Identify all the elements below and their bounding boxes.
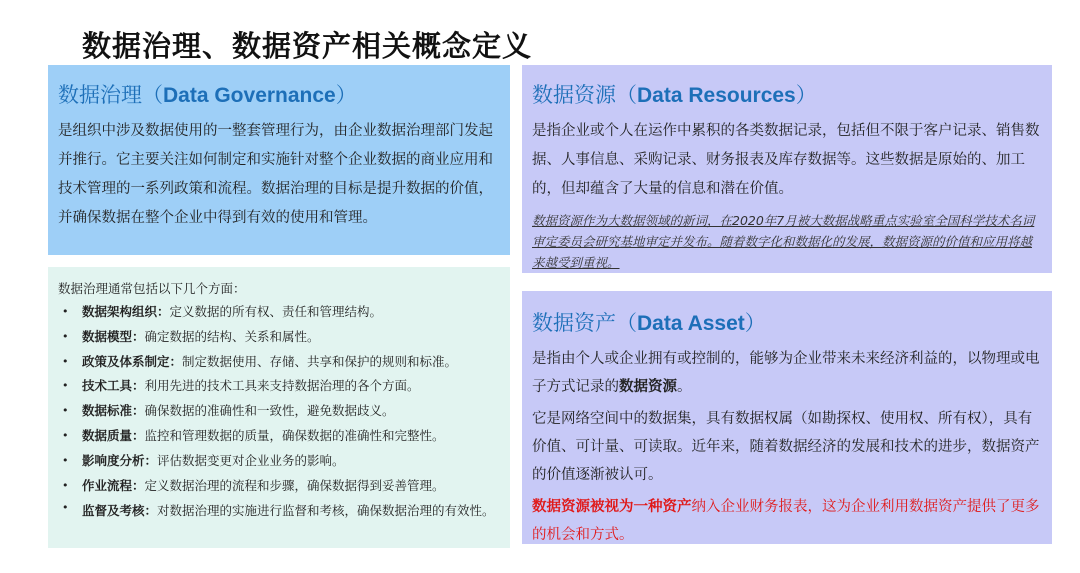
resources-heading-close: ） bbox=[795, 83, 817, 107]
aspects-card bbox=[48, 267, 510, 548]
aspect-term: 数据质量： bbox=[82, 427, 145, 443]
asset-heading bbox=[532, 307, 1042, 337]
asset-card bbox=[522, 291, 1052, 544]
aspects-list bbox=[58, 300, 500, 520]
asset-heading-en: Data Asset bbox=[637, 312, 745, 335]
asset-highlight bbox=[532, 493, 1042, 549]
governance-heading bbox=[58, 79, 500, 109]
aspect-term: 技术工具： bbox=[82, 378, 145, 394]
governance-heading-cn: 数据治理（ bbox=[58, 83, 163, 107]
governance-card bbox=[48, 65, 510, 255]
bullet-icon: • bbox=[62, 501, 69, 515]
aspect-term: 影响度分析： bbox=[82, 452, 158, 468]
asset-definition-end: 。 bbox=[677, 379, 692, 395]
bullet-icon: • bbox=[62, 453, 69, 467]
bullet-icon: • bbox=[62, 329, 69, 343]
asset-highlight-strong: 数据资源被视为一种资产 bbox=[532, 499, 692, 515]
list-item bbox=[58, 474, 500, 499]
aspects-intro: 数据治理通常包括以下几个方面： bbox=[58, 281, 246, 296]
bullet-icon: • bbox=[62, 379, 69, 393]
aspect-desc: 制定数据使用、存储、共享和保护的规则和标准。 bbox=[182, 353, 458, 369]
bullet-icon: • bbox=[62, 478, 69, 492]
aspect-desc: 监控和管理数据的质量，确保数据的准确性和完整性。 bbox=[144, 427, 445, 443]
aspect-term: 数据标准： bbox=[82, 403, 145, 419]
aspect-desc: 评估数据变更对企业业务的影响。 bbox=[157, 452, 345, 468]
governance-heading-close: ） bbox=[335, 83, 357, 107]
bullet-icon: • bbox=[62, 354, 69, 368]
list-item bbox=[58, 399, 500, 424]
asset-description: 它是网络空间中的数据集，具有数据权属（如勘探权、使用权、所有权），具有价值、可计量、可读取。近年来，随着数据经济的发展和技术的进步，数据资产的价值逐渐被认可。 bbox=[532, 411, 1040, 483]
list-item bbox=[58, 325, 500, 350]
list-item bbox=[58, 424, 500, 449]
resources-card bbox=[522, 65, 1052, 273]
resources-heading-en: Data Resources bbox=[637, 84, 796, 107]
bullet-icon: • bbox=[62, 305, 69, 318]
resources-heading bbox=[532, 79, 1042, 109]
list-item bbox=[58, 374, 500, 399]
aspect-term: 数据架构组织： bbox=[82, 304, 170, 319]
aspect-desc: 定义数据治理的流程和步骤，确保数据得到妥善管理。 bbox=[144, 477, 445, 493]
list-item bbox=[58, 300, 500, 325]
aspect-desc: 确保数据的准确性和一致性，避免数据歧义。 bbox=[144, 403, 395, 419]
asset-definition bbox=[532, 345, 1042, 401]
resources-heading-cn: 数据资源（ bbox=[532, 83, 637, 107]
bullet-icon: • bbox=[62, 428, 69, 442]
aspect-desc: 对数据治理的实施进行监督和考核，确保数据治理的有效性。 bbox=[157, 503, 495, 519]
aspect-term: 数据模型： bbox=[82, 328, 145, 344]
bullet-icon: • bbox=[62, 404, 69, 418]
governance-body: 是组织中涉及数据使用的一整套管理行为，由企业数据治理部门发起并推行。它主要关注如何制定和实施针对整个企业数据的商业应用和技术管理的一系列政策和流程。数据治理的目标是提升数据的价值，并确保数据在整个企业中得到有效的使用和管理。 bbox=[58, 123, 493, 226]
governance-heading-en: Data Governance bbox=[163, 84, 336, 107]
asset-definition-strong: 数据资源 bbox=[619, 379, 677, 395]
aspect-desc: 确定数据的结构、关系和属性。 bbox=[144, 328, 320, 344]
aspect-term: 监督及考核： bbox=[82, 503, 158, 519]
aspect-desc: 利用先进的技术工具来支持数据治理的各个方面。 bbox=[144, 378, 420, 394]
asset-definition-text: 是指由个人或企业拥有或控制的，能够为企业带来未来经济利益的，以物理或电子方式记录的 bbox=[532, 351, 1040, 395]
aspect-desc: 定义数据的所有权、责任和管理结构。 bbox=[169, 304, 383, 319]
aspect-term: 作业流程： bbox=[82, 477, 145, 493]
aspect-term: 政策及体系制定： bbox=[82, 353, 183, 369]
list-item bbox=[58, 350, 500, 375]
asset-highlight-rest: 纳入企业财务报表，这为企业利用数据资产提供了更多的机会和方式。 bbox=[532, 499, 1040, 543]
page-title: 数据治理、数据资产相关概念定义 bbox=[82, 29, 533, 63]
asset-heading-close: ） bbox=[744, 311, 766, 335]
list-item bbox=[58, 498, 500, 520]
asset-heading-cn: 数据资产（ bbox=[532, 311, 637, 335]
resources-note: 数据资源作为大数据领域的新词，在2020年7月被大数据战略重点实验室全国科学技术名词审定委员会研究基地审定并发布。随着数字化和数据化的发展，数据资源的价值和应用将越来越受到重视。 bbox=[532, 213, 1035, 270]
list-item bbox=[58, 449, 500, 474]
resources-body: 是指企业或个人在运作中累积的各类数据记录，包括但不限于客户记录、销售数据、人事信息、采购记录、财务报表及库存数据等。这些数据是原始的、加工的，但却蕴含了大量的信息和潜在价值。 bbox=[532, 123, 1040, 197]
